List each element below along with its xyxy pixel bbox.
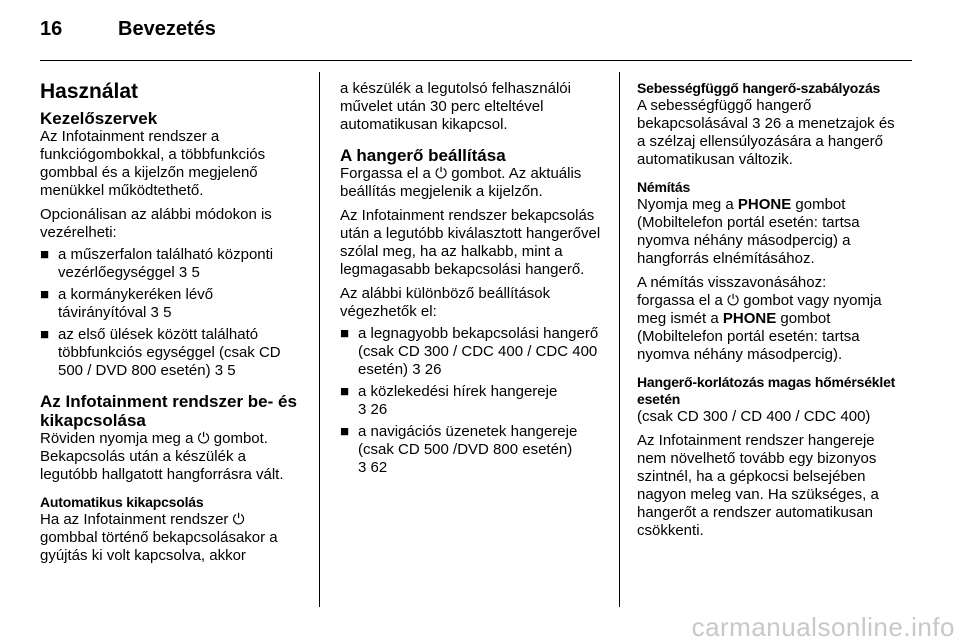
power-icon: ⏻ [435, 165, 447, 182]
power-icon: ⏻ [197, 430, 210, 447]
page-ref: 26 [370, 401, 388, 418]
bullet-icon: ■ [40, 286, 50, 303]
column-divider-2 [619, 72, 620, 607]
page-ref: 5 [191, 264, 200, 281]
list-item: ■ a navigációs üzenetek hangereje (csak CD 500 /DVD 800 esetén) 3 62 [340, 423, 578, 476]
bullet-icon: ■ [340, 423, 350, 440]
auto-off-continued: a készülék a legutolsó felhasználói művelet után 30 perc elteltével automatikusan kikapcsol. [340, 80, 571, 133]
auto-off-text: Ha az Infotainment rendszer ⏻ gombbal történő bekapcsolásakor a gyújtás ki volt kapcsolva, akkor [40, 511, 278, 564]
power-icon: ⏻ [727, 292, 739, 309]
bullet-icon: ■ [40, 246, 50, 263]
page-header [40, 18, 922, 50]
page-ref-arrow-icon: 3 [358, 401, 367, 418]
list-item: ■ a kormánykeréken lévő távirányítóval 3 5 [40, 286, 214, 321]
list-item: ■ az első ülések között található többfunkciós egységgel (csak CD 500 / DVD 800 esetén) 3 5 [40, 326, 281, 379]
page-ref: 5 [227, 362, 236, 379]
heading-volume: A hangerő beállítása [340, 146, 506, 165]
heading-controls: Kezelőszervek [40, 109, 158, 128]
column-divider-1 [319, 72, 320, 607]
page-ref: 26 [424, 361, 442, 378]
column-3 [637, 80, 907, 540]
volume-settings-list [340, 325, 610, 477]
settings-intro-text: Az alábbi különböző beállítások végezhetők el: [340, 285, 551, 320]
mute-text: Nyomja meg a PHONE gombot (Mobiltelefon portál esetén: tartsa nyomva néhány másodpercig) a hangforrás elnémításához. [637, 196, 860, 267]
controls-text: Az Infotainment rendszer a funkciógombokkal, a többfunkciós gombbal és a kijelzőn megjelenő menükkel működtethető. [40, 128, 266, 199]
page-ref: 62 [370, 459, 388, 476]
heading-auto-off: Automatikus kikapcsolás [40, 494, 204, 510]
bullet-icon: ■ [340, 383, 350, 400]
heading-mute: Némítás [637, 179, 691, 195]
column-1 [40, 80, 302, 565]
speed-volume-text: A sebességfüggő hangerő bekapcsolásával 3 26 a menetzajok és a szélzaj ellensúlyozására a hangerő automatikusan változik. [637, 97, 895, 168]
page-ref-arrow-icon: 3 [752, 115, 761, 132]
volume-limit-text: Az Infotainment rendszer hangereje nem növelhető tovább egy bizonyos szintnél, ha a gépkocsi belsejében nagyon meleg van. Ha szükséges, a hangerőt a rendszer automatikusan csökkenti. [637, 432, 879, 539]
page-number: 16 [40, 18, 63, 40]
page-ref: 5 [163, 304, 172, 321]
unmute-intro: A némítás visszavonásához: [637, 274, 827, 291]
controls-list [40, 246, 302, 380]
bullet-icon: ■ [340, 325, 350, 342]
bullet-icon: ■ [40, 326, 50, 343]
page-ref-arrow-icon: 3 [150, 304, 159, 321]
unmute-text: forgassa el a ⏻ gombot vagy nyomja meg ismét a PHONE gombot (Mobiltelefon portál esetén: tartsa nyomva néhány másodpercig). [637, 292, 882, 363]
column-2 [340, 80, 610, 481]
page-ref-arrow-icon: 3 [178, 264, 188, 281]
page-ref-arrow-icon: 3 [412, 361, 421, 378]
list-item: ■ a műszerfalon található központi vezérlőegységgel 3 5 [40, 246, 274, 281]
heading-volume-limit: Hangerő-korlátozás magas hőmérséklet esetén [637, 374, 896, 407]
page-ref: 26 [764, 115, 782, 132]
startup-volume-text: Az Infotainment rendszer bekapcsolás után a legutóbb kiválasztott hangerővel szólal meg, ha az halkabb, mint a legmagasabb bekapcsolási hangerő. [340, 207, 601, 278]
section-title: Bevezetés [118, 18, 216, 40]
power-icon: ⏻ [232, 511, 245, 528]
on-off-text: Röviden nyomja meg a ⏻ gombot. Bekapcsolás után a készülék a legutóbb hallgatott hangforrásra vált. [40, 430, 284, 483]
list-item: ■ a közlekedési hírek hangereje 3 26 [340, 383, 558, 418]
phone-button-label: PHONE [722, 310, 777, 327]
phone-button-label: PHONE [737, 196, 792, 213]
watermark: carmanualsonline.info [691, 612, 955, 642]
volume-text: Forgassa el a ⏻ gombot. Az aktuális beállítás megjelenik a kijelzőn. [340, 165, 582, 200]
page-ref-arrow-icon: 3 [214, 362, 224, 379]
list-item: ■ a legnagyobb bekapcsolási hangerő (csak CD 300 / CDC 400 / CDC 400 esetén) 3 26 [340, 325, 599, 378]
heading-speed-volume: Sebességfüggő hangerő-szabályozás [637, 80, 881, 96]
heading-usage: Használat [40, 80, 139, 103]
header-rule [40, 60, 912, 61]
page-ref-arrow-icon: 3 [358, 459, 367, 476]
options-text: Opcionálisan az alábbi módokon is vezérelheti: [40, 206, 272, 241]
heading-on-off: Az Infotainment rendszer be- és kikapcsolása [40, 392, 297, 430]
volume-limit-models: (csak CD 300 / CD 400 / CDC 400) [637, 408, 871, 425]
